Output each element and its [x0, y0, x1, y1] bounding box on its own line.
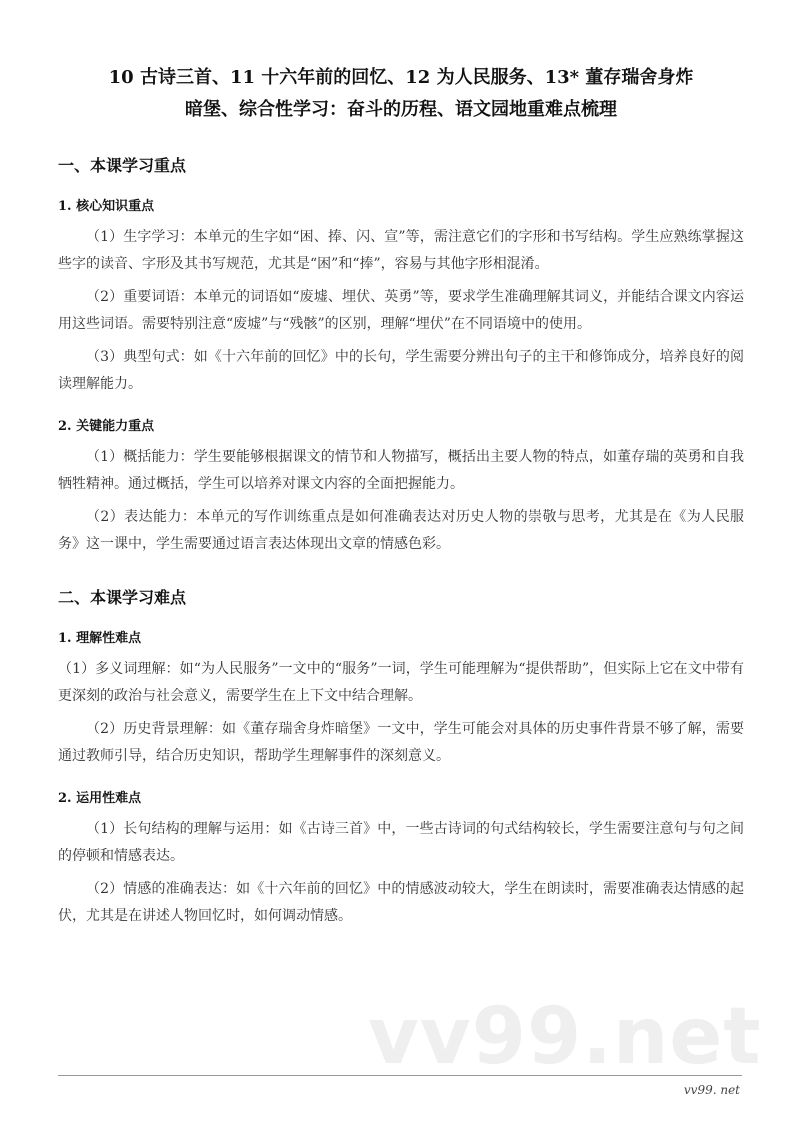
paragraph: （3）典型句式：如《十六年前的回忆》中的长句，学生需要分辨出句子的主干和修饰成分，培养良好的阅读理解能力。 [58, 349, 744, 392]
subheading-comprehension-difficulties: 1. 理解性难点 [58, 631, 142, 646]
paragraph: （1）长句结构的理解与运用：如《古诗三首》中，一些古诗词的句式结构较长，学生需要注意句与句之间的停顿和情感表达。 [58, 821, 744, 864]
paragraph: （2）情感的准确表达：如《十六年前的回忆》中的情感波动较大，学生在朗读时，需要准确表达情感的起伏，尤其是在讲述人物回忆时，如何调动情感。 [58, 881, 744, 924]
document-title [58, 62, 744, 126]
paragraph: （1）生字学习：本单元的生字如“困、捧、闪、宣”等，需注意它们的字形和书写结构。学生应熟练掌握这些字的读音、字形及其书写规范，尤其是“困”和“捧”，容易与其他字形相混淆。 [58, 229, 744, 272]
subheading-core-knowledge: 1. 核心知识重点 [58, 199, 155, 214]
paragraph: （2）表达能力：本单元的写作训练重点是如何准确表达对历史人物的崇敬与思考，尤其是在《为人民服务》这一课中，学生需要通过语言表达体现出文章的情感色彩。 [58, 509, 744, 552]
watermark: vv99.net [368, 992, 762, 1082]
footer-divider [58, 1075, 742, 1076]
subheading-key-abilities: 2. 关键能力重点 [58, 419, 155, 434]
footer-text: vv99. net [683, 1083, 740, 1097]
paragraph: （2）重要词语：本单元的词语如“废墟、埋伏、英勇”等，要求学生准确理解其词义，并能结合课文内容运用这些词语。需要特别注意“废墟”与“残骸”的区别，理解“埋伏”在不同语境中的使用。 [58, 289, 744, 332]
section-heading-key-points: 一、本课学习重点 [58, 156, 187, 175]
paragraph: （2）历史背景理解：如《董存瑞舍身炸暗堡》一文中，学生可能会对具体的历史事件背景不够了解，需要通过教师引导，结合历史知识，帮助学生理解事件的深刻意义。 [58, 721, 744, 764]
subheading-application-difficulties: 2. 运用性难点 [58, 791, 142, 806]
title-line-2: 暗堡、综合性学习：奋斗的历程、语文园地重难点梳理 [185, 99, 617, 120]
paragraph: （1）概括能力：学生要能够根据课文的情节和人物描写，概括出主要人物的特点，如董存瑞的英勇和自我牺牲精神。通过概括，学生可以培养对课文内容的全面把握能力。 [58, 449, 744, 492]
title-line-1: 10 古诗三首、11 十六年前的回忆、12 为人民服务、13* 董存瑞舍身炸 [108, 67, 694, 88]
section-heading-difficulties: 二、本课学习难点 [58, 588, 187, 607]
document-page [58, 62, 744, 936]
paragraph: （1）多义词理解：如“为人民服务”一文中的“服务”一词，学生可能理解为“提供帮助”，但实际上它在文中带有更深刻的政治与社会意义，需要学生在上下文中结合理解。 [58, 661, 744, 704]
